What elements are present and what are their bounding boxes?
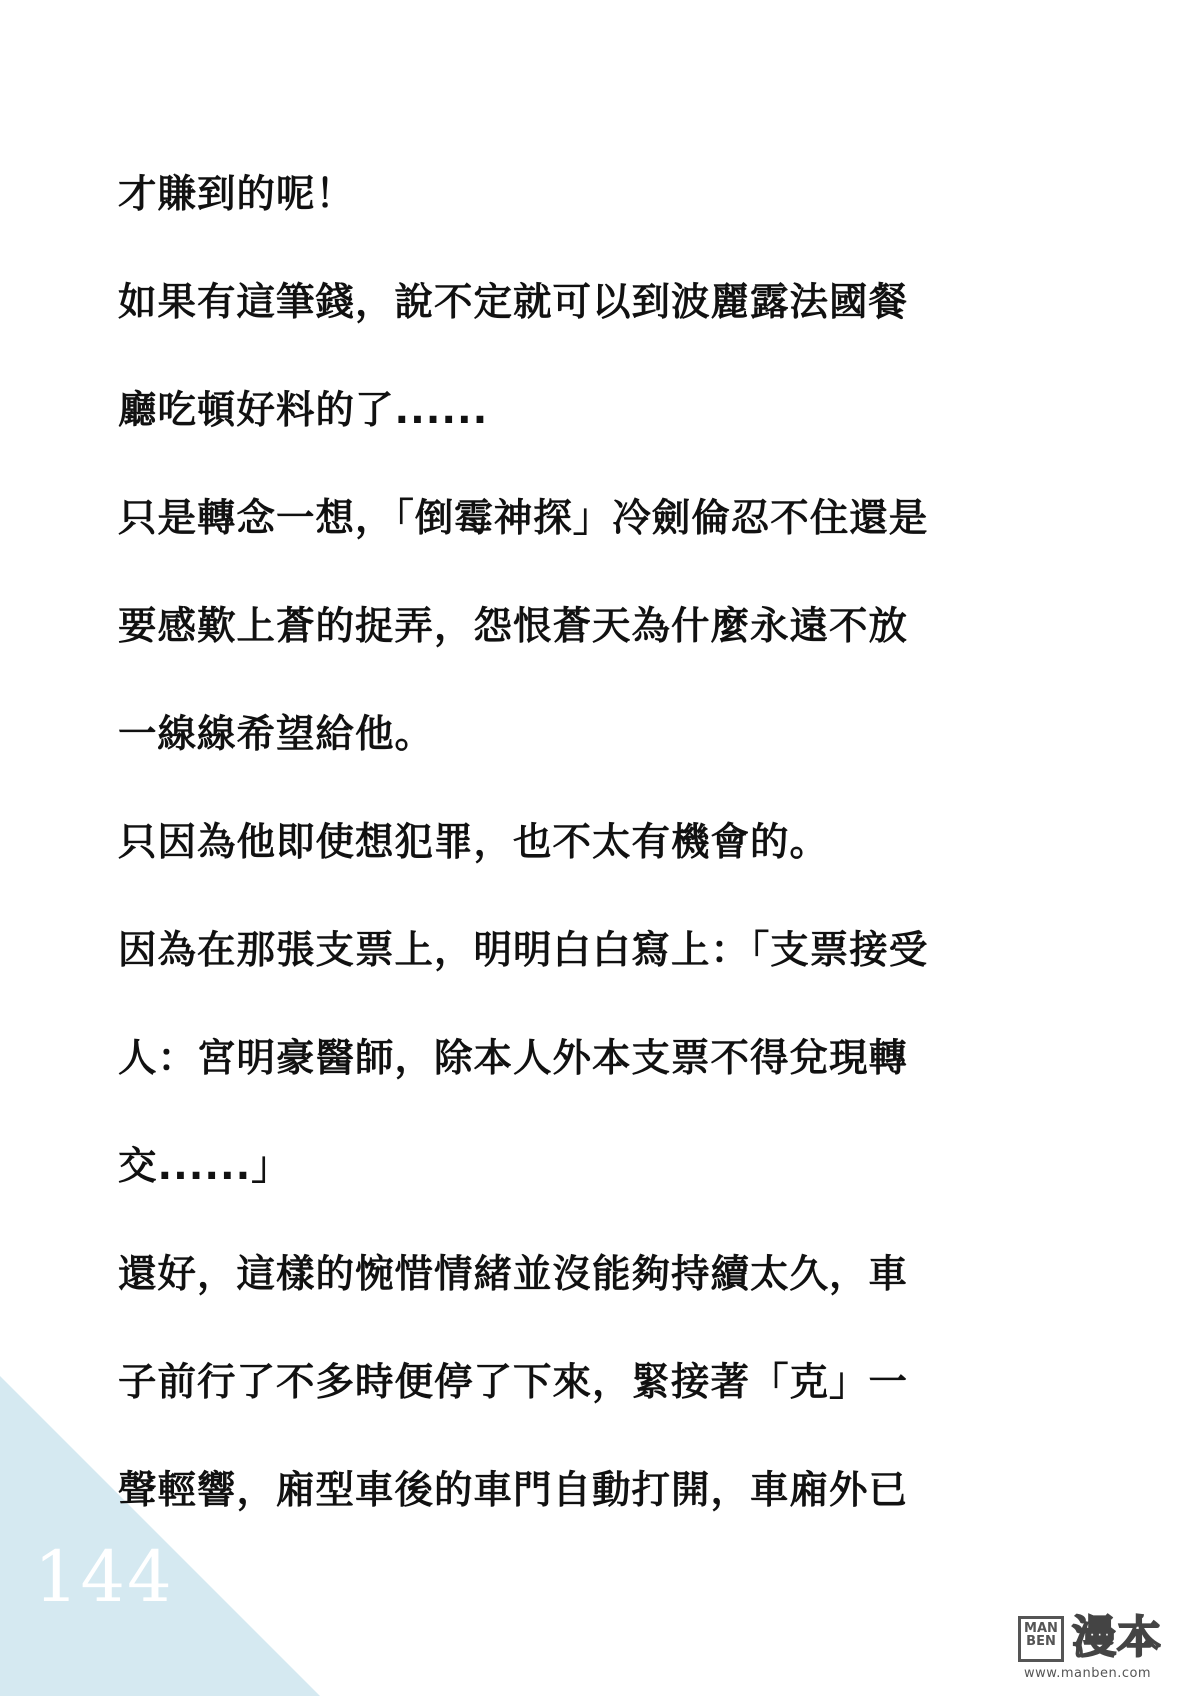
text-line: 如果有這筆錢，說不定就可以到波麗露法國餐 bbox=[118, 280, 909, 325]
watermark-box: MAN BEN bbox=[1018, 1616, 1064, 1662]
text-line: 聲輕響，廂型車後的車門自動打開，車廂外已 bbox=[118, 1468, 909, 1513]
text-line: 只因為他即使想犯罪，也不太有機會的。 bbox=[118, 820, 830, 865]
watermark-logo bbox=[1018, 1612, 1178, 1684]
watermark-logo-text: 漫本 bbox=[1072, 1612, 1162, 1663]
page-number: 144 bbox=[34, 1536, 174, 1618]
text-line: 廳吃頓好料的了...... bbox=[118, 388, 489, 433]
text-line: 因為在那張支票上，明明白白寫上：「支票接受 bbox=[118, 928, 929, 973]
text-line: 人：宮明豪醫師，除本人外本支票不得兌現轉 bbox=[118, 1036, 909, 1081]
text-line: 要感歎上蒼的捉弄，怨恨蒼天為什麼永遠不放 bbox=[118, 604, 909, 649]
text-line: 交......」 bbox=[118, 1144, 291, 1189]
text-line: 還好，這樣的惋惜情緒並沒能夠持續太久，車 bbox=[118, 1252, 909, 1297]
body-text bbox=[118, 168, 1098, 1572]
text-line: 才賺到的呢！ bbox=[118, 172, 356, 217]
text-line: 只是轉念一想，「倒霉神探」冷劍倫忍不住還是 bbox=[118, 496, 929, 541]
watermark-url: www.manben.com bbox=[1024, 1666, 1152, 1681]
text-line: 子前行了不多時便停了下來，緊接著「克」一 bbox=[118, 1360, 909, 1405]
text-line: 一線線希望給他。 bbox=[118, 712, 435, 757]
